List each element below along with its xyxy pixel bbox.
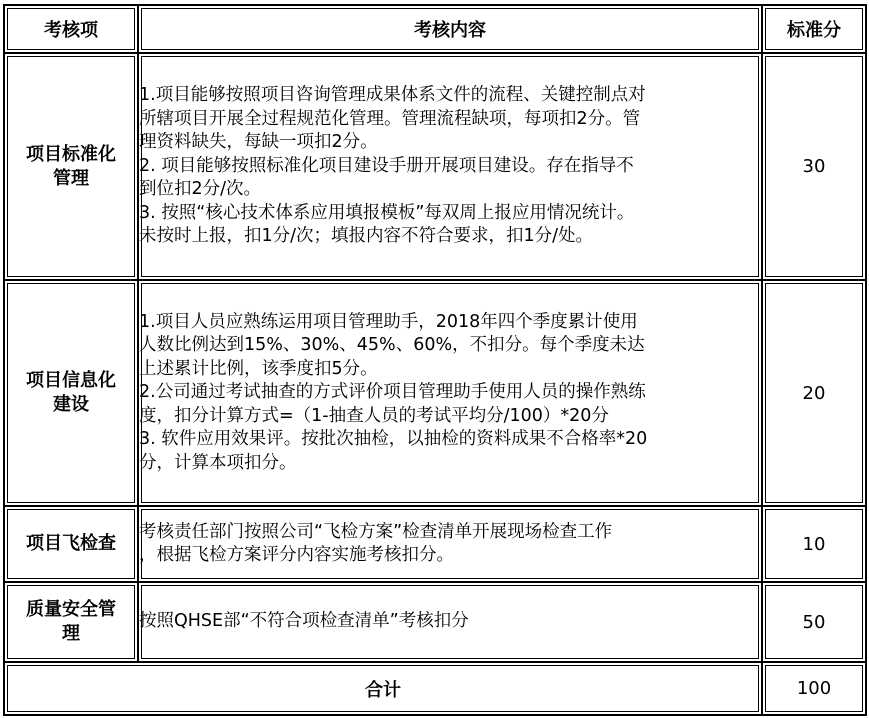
table-row — [4, 582, 866, 662]
content-line: 2. 项目能够按照标准化项目建设手册开展项目建设。存在指导不 — [139, 155, 634, 176]
header-item: 考核项 — [44, 20, 98, 41]
header-content: 考核内容 — [414, 20, 486, 41]
item-label-line: 质量安全管 — [26, 599, 116, 620]
content-line: 到位扣2分/次。 — [139, 179, 262, 200]
header-score: 标准分 — [787, 20, 841, 41]
score-value: 20 — [802, 382, 826, 404]
score-cell — [762, 506, 866, 582]
score-cell — [762, 53, 866, 280]
table-row — [4, 53, 866, 280]
item-cell — [4, 280, 138, 506]
content-line: 3. 软件应用效果评。按批次抽检，以抽检的资料成果不合格率*20 — [139, 429, 648, 450]
content-line: 未按时上报，扣1分/次；填报内容不符合要求，扣1分/处。 — [139, 226, 594, 247]
content-line: 上述累计比例，该季度扣5分。 — [139, 358, 378, 379]
content-cell — [138, 53, 762, 280]
content-line: ，根据飞检方案评分内容实施考核扣分。 — [139, 545, 454, 565]
content-line: 考核责任部门按照公司“飞检方案”检查清单开展现场检查工作 — [139, 521, 613, 542]
item-label-line: 管理 — [53, 167, 89, 189]
table-header-row — [4, 5, 866, 53]
item-label-line: 项目标准化 — [26, 143, 116, 165]
assessment-table — [3, 4, 867, 716]
content-line: 理资料缺失，每缺一项扣2分。 — [139, 132, 378, 153]
content-line: 3. 按照“核心技术体系应用填报模板”每双周上报应用情况统计。 — [139, 202, 635, 223]
header-score-cell — [762, 5, 866, 53]
item-label-line: 项目飞检查 — [26, 533, 116, 554]
total-score-cell — [762, 662, 866, 715]
content-line: 分，计算本项扣分。 — [139, 452, 297, 473]
score-cell — [762, 280, 866, 506]
content-line: 所辖项目开展全过程规范化管理。管理流程缺项，每项扣2分。管 — [139, 108, 641, 129]
content-line: 1.项目人员应熟练运用项目管理助手，2018年四个季度累计使用 — [139, 311, 638, 332]
content-line: 1.项目能够按照项目咨询管理成果体系文件的流程、关键控制点对 — [139, 85, 646, 106]
total-label: 合计 — [365, 679, 401, 701]
content-line: 度，扣分计算方式=（1-抽查人员的考试平均分/100）*20分 — [139, 405, 609, 426]
item-cell — [4, 582, 138, 662]
total-score: 100 — [796, 678, 832, 699]
item-label-line: 项目信息化 — [26, 370, 116, 391]
content-cell — [138, 582, 762, 662]
score-value: 50 — [802, 611, 826, 633]
table-row — [4, 506, 866, 582]
total-label-cell — [4, 662, 762, 715]
score-value: 10 — [802, 533, 826, 555]
total-row — [4, 662, 866, 715]
score-cell — [762, 582, 866, 662]
content-line: 人数比例达到15%、30%、45%、60%，不扣分。每个季度未达 — [139, 335, 645, 356]
content-line: 按照QHSE部“不符合项检查清单”考核扣分 — [139, 611, 469, 632]
score-value: 30 — [802, 156, 826, 177]
content-cell — [138, 506, 762, 582]
header-content-cell — [138, 5, 762, 53]
header-item-cell — [4, 5, 138, 53]
content-line: 2.公司通过考试抽查的方式评价项目管理助手使用人员的操作熟练 — [139, 382, 646, 403]
content-cell — [138, 280, 762, 506]
table-row — [4, 280, 866, 506]
item-cell — [4, 506, 138, 582]
item-label-line: 建设 — [53, 394, 89, 415]
item-cell — [4, 53, 138, 280]
item-label-line: 理 — [62, 623, 80, 644]
